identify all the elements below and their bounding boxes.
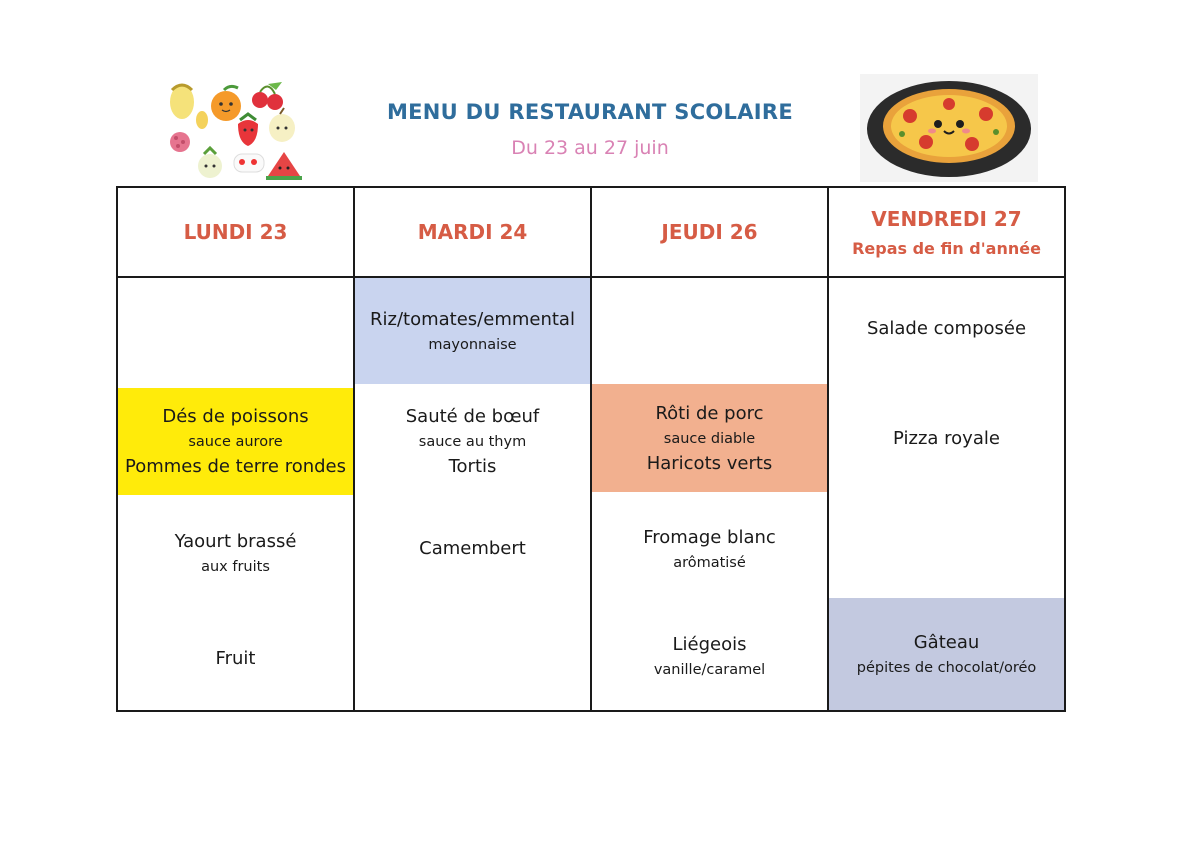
header-mardi [355, 188, 590, 278]
dish-sauce: sauce au thym [418, 434, 527, 450]
column-lundi [118, 188, 353, 710]
dessert-lundi [118, 618, 353, 698]
dish-sauce: sauce diable [663, 430, 756, 447]
dish-main: Salade composée [866, 317, 1027, 339]
plat-vendredi [829, 398, 1064, 478]
dish-main: Rôti de porc [655, 402, 764, 424]
dish-main: Pizza royale [893, 427, 1000, 449]
laitage-lundi [118, 508, 353, 598]
dish-detail: aux fruits [201, 559, 270, 575]
header-jeudi [592, 188, 827, 278]
dish-main: Liégeois [672, 634, 747, 655]
dish-main: Yaourt brassé [174, 531, 297, 552]
day-name: JEUDI 26 [661, 220, 758, 244]
dish-sauce: sauce aurore [188, 434, 283, 450]
entree-mardi [355, 278, 590, 384]
dessert-vendredi [829, 598, 1064, 710]
menu-date-range: Du 23 au 27 juin [511, 137, 669, 159]
dish-side: Haricots verts [646, 452, 773, 474]
dish-main: Fromage blanc [643, 527, 776, 548]
dish-detail: vanille/caramel [653, 662, 766, 678]
menu-title: MENU DU RESTAURANT SCOLAIRE [386, 100, 794, 124]
laitage-jeudi [592, 506, 827, 592]
column-vendredi [827, 188, 1064, 710]
header-lundi [118, 188, 353, 278]
plat-jeudi [592, 384, 827, 492]
laitage-mardi [355, 508, 590, 588]
dessert-jeudi [592, 612, 827, 700]
dish-detail: pépites de chocolat/oréo [856, 660, 1037, 676]
plat-mardi [355, 388, 590, 495]
dish-main: Dés de poissons [162, 406, 309, 427]
dish-main: Gâteau [913, 632, 980, 653]
plat-lundi [118, 388, 353, 495]
day-name: MARDI 24 [417, 220, 528, 244]
dish-detail: mayonnaise [428, 337, 517, 353]
dish-side: Pommes de terre rondes [124, 456, 346, 477]
column-jeudi [590, 188, 827, 710]
pizza-illustration [860, 74, 1038, 182]
dish-main: Riz/tomates/emmental [370, 309, 575, 330]
dish-detail: arômatisé [673, 555, 746, 571]
column-mardi [353, 188, 590, 710]
day-note: Repas de fin d'année [852, 238, 1041, 258]
header-vendredi [829, 188, 1064, 278]
day-name: VENDREDI 27 [871, 206, 1022, 231]
day-name: LUNDI 23 [183, 220, 288, 244]
dish-main: Sauté de bœuf [405, 406, 540, 427]
dish-main: Fruit [215, 647, 256, 669]
dish-main: Camembert [419, 537, 526, 559]
dish-side: Tortis [448, 456, 497, 477]
fruits-illustration [160, 80, 305, 185]
entree-vendredi [829, 288, 1064, 368]
menu-table [116, 186, 1066, 712]
